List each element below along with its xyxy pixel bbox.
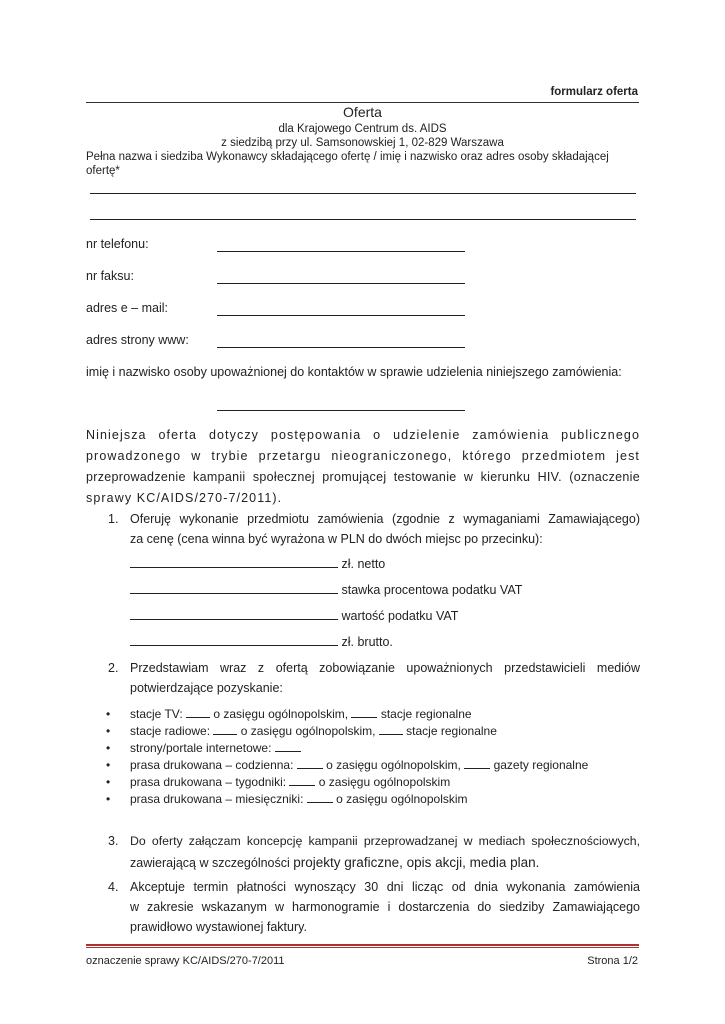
item-3-number: 3. [108, 834, 119, 848]
bullet-tv: • stacje TV: o zasięgu ogólnopolskim, stacje regionalne [106, 707, 472, 721]
price-row-vat-rate [130, 582, 522, 597]
footer-page-number: Strona 1/2 [587, 955, 638, 967]
daily-regional-field[interactable] [464, 757, 490, 769]
footer-case-ref: oznaczenie sprawy KC/AIDS/270-7/2011 [86, 955, 285, 967]
price-row-brutto [130, 634, 393, 649]
bullet-radio: • stacje radiowe: o zasięgu ogólnopolskim, stacje regionalne [106, 724, 497, 738]
radio-regional-field[interactable] [379, 723, 403, 735]
form-label: formularz oferta [550, 86, 638, 98]
vat-rate-field[interactable] [130, 582, 338, 594]
item-2-text [130, 658, 640, 698]
intro-line-3: przeprowadzenie kampanii społecznej promującej testowanie w kierunku HIV. (oznaczenie [86, 470, 640, 484]
phone-label: nr telefonu: [86, 237, 149, 251]
contractor-fill-line-1[interactable] [90, 193, 636, 194]
phone-field[interactable] [217, 251, 465, 252]
email-field[interactable] [217, 315, 465, 316]
price-row-netto [130, 556, 385, 571]
contractor-fill-line-2[interactable] [90, 219, 636, 220]
header-rule [86, 102, 639, 103]
recipient-line-2: z siedzibą przy ul. Samsonowskiej 1, 02-829 Warszawa [221, 137, 504, 149]
footer-rule-thin [86, 947, 639, 948]
monthly-national-field[interactable] [307, 791, 333, 803]
bullet-internet: • strony/portale internetowe: [106, 740, 301, 755]
item-2-number: 2. [108, 661, 119, 675]
item-4-number: 4. [108, 880, 119, 894]
fax-label: nr faksu: [86, 269, 134, 283]
radio-national-field[interactable] [213, 723, 237, 735]
price-row-vat-value [130, 608, 458, 623]
item-4-line-1: Akceptuje termin płatności wynoszący 30 dni licząc od dnia wykonania zamówienia [130, 880, 640, 894]
bullet-daily-press: • prasa drukowana – codzienna: o zasięgu ogólnopolskim, gazety regionalne [106, 758, 589, 772]
contractor-label-cont: ofertę* [86, 165, 120, 177]
internet-field[interactable] [275, 740, 301, 752]
weekly-national-field[interactable] [289, 774, 315, 786]
item-4-line-2: w zakresie wskazanym w harmonogramie i dostarczenia do siedziby Zamawiającego [130, 900, 640, 914]
item-1-line-2: za cenę (cena winna być wyrażona w PLN do dwóch miejsc po przecinku): [130, 532, 543, 546]
item-3-line-2: zawierającą w szczególności projekty graficzne, opis akcji, media plan. [130, 855, 540, 870]
intro-paragraph [86, 425, 640, 509]
tv-national-field[interactable] [186, 706, 210, 718]
footer-rule [86, 944, 639, 946]
vat-value-label: wartość podatku VAT [341, 609, 459, 623]
item-2-line-2: potwierdzające pozyskanie: [130, 681, 283, 695]
fax-field[interactable] [217, 283, 465, 284]
item-2-line-1: Przedstawiam wraz z ofertą zobowiązanie upoważnionych przedstawicieli mediów [130, 661, 640, 675]
item-1-line-1: Oferuję wykonanie przedmiotu zamówienia (zgodnie z wymaganiami Zamawiającego) [130, 512, 640, 526]
bullet-monthly-press: • prasa drukowana – miesięczniki: o zasięgu ogólnopolskim [106, 792, 468, 806]
contractor-label: Pełna nazwa i siedziba Wykonawcy składającego ofertę / imię i nazwisko oraz adres osoby składającej [86, 151, 609, 163]
contact-person-field[interactable] [217, 410, 465, 411]
item-1-text [130, 509, 640, 549]
item-3-line-1: Do oferty załączam koncepcję kampanii przeprowadzanej w mediach społecznościowych, [130, 834, 640, 848]
price-brutto-field[interactable] [130, 634, 338, 646]
recipient-line-1: dla Krajowego Centrum ds. AIDS [278, 123, 447, 135]
item-4-line-3: prawidłowo wystawionej faktury. [130, 920, 307, 934]
item-1-number: 1. [108, 512, 119, 526]
vat-value-field[interactable] [130, 608, 338, 620]
price-netto-field[interactable] [130, 556, 338, 568]
www-label: adres strony www: [86, 333, 189, 347]
bullet-weekly-press: • prasa drukowana – tygodniki: o zasięgu ogólnopolskim [106, 775, 451, 789]
tv-regional-field[interactable] [351, 706, 377, 718]
intro-line-1: Niniejsza oferta dotyczy postępowania o udzielenie zamówienia publicznego [86, 428, 640, 442]
contact-person-label: imię i nazwisko osoby upoważnionej do kontaktów w sprawie udzielenia niniejszego zamówienia: [86, 365, 622, 379]
vat-rate-label: stawka procentowa podatku VAT [341, 583, 523, 597]
email-label: adres e – mail: [86, 301, 168, 315]
item-3-text [130, 831, 640, 873]
daily-national-field[interactable] [297, 757, 323, 769]
www-field[interactable] [217, 347, 465, 348]
document-title: Oferta [343, 104, 382, 120]
item-4-text [130, 877, 640, 937]
intro-line-4: sprawy KC/AIDS/270-7/2011). [86, 491, 283, 505]
price-brutto-label: zł. brutto. [341, 635, 393, 649]
intro-line-2: prowadzonego w trybie przetargu nieograniczonego, którego przedmiotem jest [86, 449, 640, 463]
price-netto-label: zł. netto [341, 557, 386, 571]
